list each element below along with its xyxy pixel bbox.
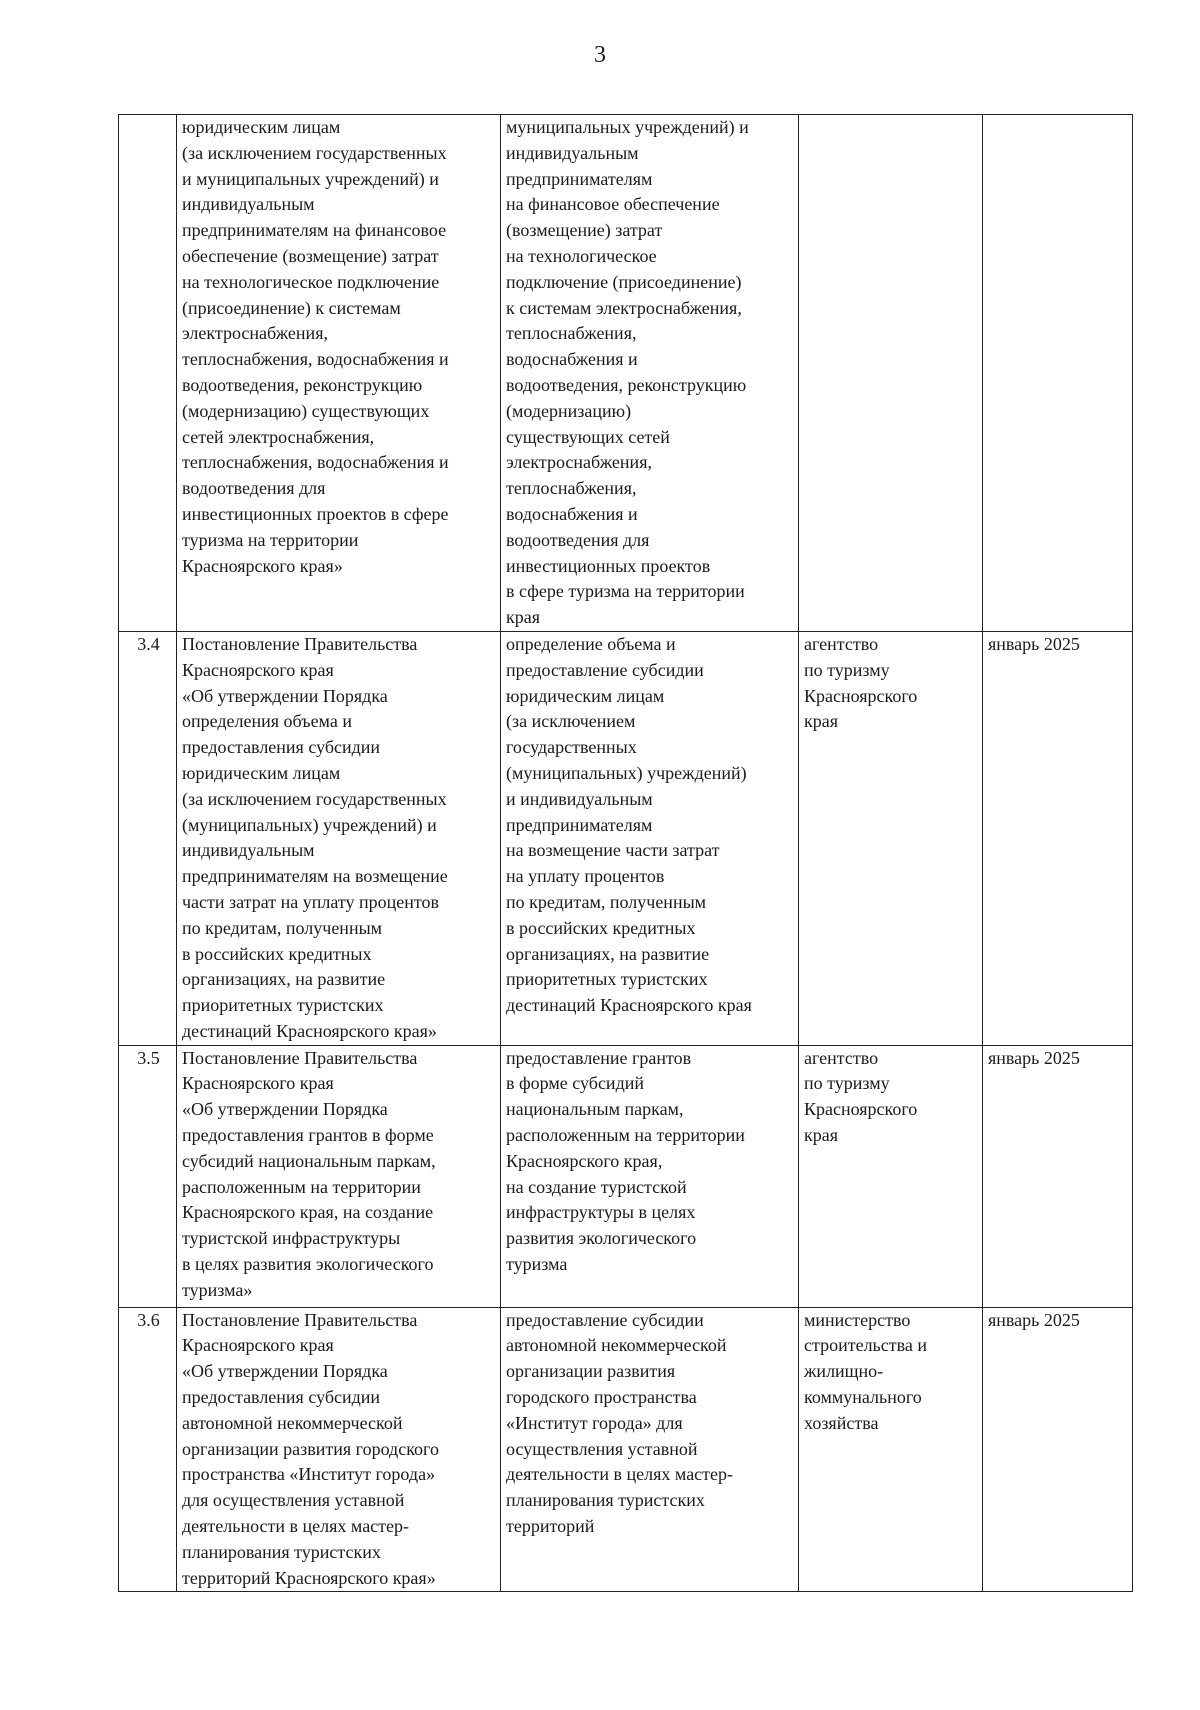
- title-line: водоотведения для: [182, 478, 326, 499]
- title-line: предоставления субсидии: [182, 737, 381, 758]
- title-line: туризма»: [182, 1279, 253, 1300]
- title-line: по кредитам, полученным: [182, 917, 383, 938]
- title-line: деятельности в целях мастер-: [182, 1516, 410, 1537]
- title-line: организациях, на развитие: [182, 969, 386, 990]
- title-line: предпринимателям на финансовое: [182, 220, 447, 241]
- agency-line: Красноярского: [804, 1099, 918, 1120]
- row-number-cell: 3.4: [119, 631, 177, 1045]
- purpose-line: теплоснабжения,: [506, 323, 637, 344]
- title-line: «Об утверждении Порядка: [182, 685, 388, 706]
- purpose-line: (модернизацию): [506, 400, 632, 421]
- purpose-line: подключение (присоединение): [506, 271, 742, 292]
- agency-cell: [799, 1307, 983, 1592]
- title-line: для осуществления уставной: [182, 1490, 405, 1511]
- purpose-line: и индивидуальным: [506, 788, 653, 809]
- title-line: (присоединение) к системам: [182, 297, 401, 318]
- row-number-cell: 3.6: [119, 1307, 177, 1592]
- purpose-line: водоотведения, реконструкцию: [506, 374, 747, 395]
- purpose-line: края: [506, 607, 541, 628]
- title-line: в российских кредитных: [182, 943, 372, 964]
- purpose-line: Красноярского края,: [506, 1150, 663, 1171]
- title-line: предоставления грантов в форме: [182, 1125, 434, 1146]
- title-line: теплоснабжения, водоснабжения и: [182, 349, 449, 370]
- purpose-line: государственных: [506, 737, 637, 758]
- title-line: инвестиционных проектов в сфере: [182, 503, 449, 524]
- purpose-line: (за исключением: [506, 711, 636, 732]
- agency-line: строительства и: [804, 1335, 927, 1356]
- purpose-line: инфраструктуры в целях: [506, 1202, 696, 1223]
- title-line: предпринимателям на возмещение: [182, 866, 448, 887]
- purpose-line: на возмещение части затрат: [506, 840, 720, 861]
- title-line: Красноярского края: [182, 659, 334, 680]
- title-line: туристской инфраструктуры: [182, 1228, 401, 1249]
- title-line: теплоснабжения, водоснабжения и: [182, 452, 449, 473]
- purpose-line: автономной некоммерческой: [506, 1335, 727, 1356]
- agency-line: по туризму: [804, 659, 890, 680]
- purpose-cell: [501, 1045, 799, 1307]
- title-line: пространства «Институт города»: [182, 1464, 436, 1485]
- title-line: обеспечение (возмещение) затрат: [182, 245, 439, 266]
- purpose-line: организации развития: [506, 1361, 676, 1382]
- purpose-line: по кредитам, полученным: [506, 891, 707, 912]
- purpose-line: национальным паркам,: [506, 1099, 684, 1120]
- purpose-line: в российских кредитных: [506, 917, 696, 938]
- agency-line: края: [804, 711, 839, 732]
- purpose-line: приоритетных туристских: [506, 969, 708, 990]
- title-line: Постановление Правительства: [182, 1047, 418, 1068]
- agency-line: министерство: [804, 1309, 911, 1330]
- purpose-line: в форме субсидий: [506, 1073, 644, 1094]
- purpose-line: инвестиционных проектов: [506, 555, 711, 576]
- purpose-line: планирования туристских: [506, 1490, 705, 1511]
- purpose-line: в сфере туризма на территории: [506, 581, 745, 602]
- title-line: Красноярского края: [182, 1073, 334, 1094]
- purpose-line: осуществления уставной: [506, 1438, 698, 1459]
- title-line: организации развития городского: [182, 1438, 439, 1459]
- title-line: предоставления субсидии: [182, 1387, 381, 1408]
- row-number-cell: [119, 115, 177, 632]
- agency-line: хозяйства: [804, 1412, 879, 1433]
- title-cell: [177, 1307, 501, 1592]
- title-line: на технологическое подключение: [182, 271, 440, 292]
- purpose-line: организациях, на развитие: [506, 943, 710, 964]
- title-line: туризма на территории: [182, 529, 359, 550]
- row-number-cell: 3.5: [119, 1045, 177, 1307]
- agency-line: агентство: [804, 633, 879, 654]
- title-line: расположенным на территории: [182, 1176, 421, 1197]
- purpose-line: водоснабжения и: [506, 349, 638, 370]
- purpose-line: на создание туристской: [506, 1176, 687, 1197]
- purpose-line: муниципальных учреждений) и: [506, 117, 749, 137]
- table-row: [119, 631, 1133, 1045]
- title-line: Постановление Правительства: [182, 633, 418, 654]
- purpose-cell: [501, 115, 799, 632]
- title-line: (муниципальных) учреждений) и: [182, 814, 437, 835]
- purpose-line: определение объема и: [506, 633, 676, 654]
- title-line: водоотведения, реконструкцию: [182, 374, 423, 395]
- title-line: (модернизацию) существующих: [182, 400, 430, 421]
- purpose-line: на технологическое: [506, 245, 657, 266]
- title-line: приоритетных туристских: [182, 995, 384, 1016]
- purpose-line: (муниципальных) учреждений): [506, 762, 747, 783]
- title-line: территорий Красноярского края»: [182, 1567, 436, 1588]
- purpose-line: юридическим лицам: [506, 685, 665, 706]
- title-line: юридическим лицам: [182, 117, 341, 137]
- agency-cell: [799, 1045, 983, 1307]
- agency-cell: [799, 631, 983, 1045]
- deadline-cell: январь 2025: [983, 1045, 1133, 1307]
- purpose-line: развития экологического: [506, 1228, 697, 1249]
- title-line: индивидуальным: [182, 194, 315, 215]
- title-line: части затрат на уплату процентов: [182, 891, 440, 912]
- purpose-line: деятельности в целях мастер-: [506, 1464, 734, 1485]
- title-line: (за исключением государственных: [182, 142, 447, 163]
- title-line: дестинаций Красноярского края»: [182, 1020, 437, 1041]
- purpose-line: к системам электроснабжения,: [506, 297, 742, 318]
- title-line: «Об утверждении Порядка: [182, 1099, 388, 1120]
- title-line: в целях развития экологического: [182, 1254, 434, 1275]
- purpose-line: «Институт города» для: [506, 1412, 683, 1433]
- table-row: [119, 1307, 1133, 1592]
- title-line: индивидуальным: [182, 840, 315, 861]
- title-line: Красноярского края: [182, 1335, 334, 1356]
- purpose-line: водоснабжения и: [506, 503, 638, 524]
- deadline-cell: январь 2025: [983, 1307, 1133, 1592]
- purpose-line: водоотведения для: [506, 529, 650, 550]
- title-cell: [177, 115, 501, 632]
- title-line: юридическим лицам: [182, 762, 341, 783]
- purpose-line: предпринимателям: [506, 814, 653, 835]
- purpose-line: предоставление субсидии: [506, 1309, 704, 1330]
- table-row: [119, 1045, 1133, 1307]
- title-cell: [177, 631, 501, 1045]
- purpose-cell: [501, 631, 799, 1045]
- title-line: Красноярского края, на создание: [182, 1202, 434, 1223]
- title-line: определения объема и: [182, 711, 352, 732]
- title-line: и муниципальных учреждений) и: [182, 168, 439, 189]
- title-line: Красноярского края»: [182, 555, 343, 576]
- title-line: «Об утверждении Порядка: [182, 1361, 388, 1382]
- purpose-line: (возмещение) затрат: [506, 220, 663, 241]
- purpose-line: городского пространства: [506, 1387, 697, 1408]
- measures-table: [118, 114, 1133, 1592]
- agency-line: жилищно-: [804, 1361, 884, 1382]
- agency-line: края: [804, 1125, 839, 1146]
- page-number: 3: [594, 42, 606, 68]
- table-row: [119, 115, 1133, 632]
- purpose-line: на уплату процентов: [506, 866, 665, 887]
- agency-line: агентство: [804, 1047, 879, 1068]
- deadline-cell: [983, 115, 1133, 632]
- purpose-line: предпринимателям: [506, 168, 653, 189]
- title-line: Постановление Правительства: [182, 1309, 418, 1330]
- purpose-line: предоставление субсидии: [506, 659, 704, 680]
- purpose-line: туризма: [506, 1254, 568, 1275]
- title-line: сетей электроснабжения,: [182, 426, 375, 447]
- title-line: электроснабжения,: [182, 323, 328, 344]
- agency-line: Красноярского: [804, 685, 918, 706]
- purpose-line: расположенным на территории: [506, 1125, 745, 1146]
- purpose-line: предоставление грантов: [506, 1047, 692, 1068]
- title-line: (за исключением государственных: [182, 788, 447, 809]
- title-line: автономной некоммерческой: [182, 1412, 403, 1433]
- purpose-cell: [501, 1307, 799, 1592]
- purpose-line: на финансовое обеспечение: [506, 194, 720, 215]
- agency-cell: [799, 115, 983, 632]
- title-cell: [177, 1045, 501, 1307]
- purpose-line: индивидуальным: [506, 142, 639, 163]
- agency-line: коммунального: [804, 1387, 922, 1408]
- deadline-cell: январь 2025: [983, 631, 1133, 1045]
- purpose-line: существующих сетей: [506, 426, 670, 447]
- purpose-line: территорий: [506, 1516, 595, 1537]
- purpose-line: теплоснабжения,: [506, 478, 637, 499]
- title-line: планирования туристских: [182, 1541, 381, 1562]
- agency-line: по туризму: [804, 1073, 890, 1094]
- purpose-line: электроснабжения,: [506, 452, 652, 473]
- purpose-line: дестинаций Красноярского края: [506, 995, 752, 1016]
- title-line: субсидий национальным паркам,: [182, 1150, 436, 1171]
